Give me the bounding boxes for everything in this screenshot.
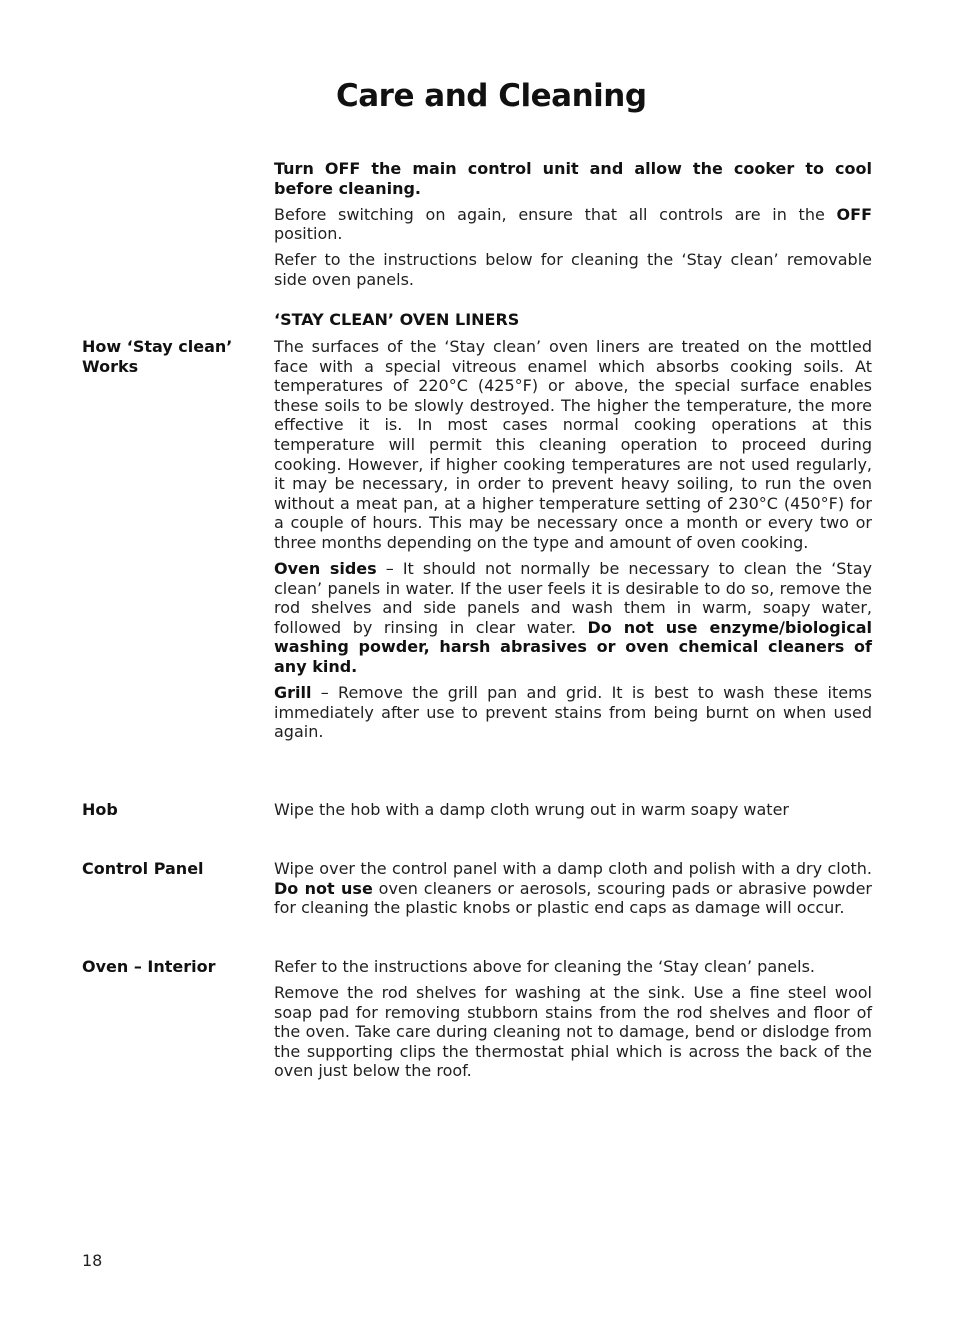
stay-clean-section bbox=[274, 337, 872, 748]
page-title: Care and Cleaning bbox=[336, 78, 647, 114]
oven-interior-label: Oven – Interior bbox=[82, 957, 216, 976]
grill-paragraph bbox=[274, 683, 872, 742]
hob-text: Wipe the hob with a damp cloth wrung out in warm soapy water bbox=[274, 800, 789, 819]
stay-clean-description: The surfaces of the ‘Stay clean’ oven liners are treated on the mottled face with a special vitreous enamel which absorbs cooking soils. At temperatures of 220°C (425°F) or above, the special surface enables these soils to be slowly destroyed. The higher the temperature, the more effective it is. In most cases normal cooking operations at this temperature will permit this cleaning operation to proceed during cooking. However, if higher cooking temperatures are not used regularly, it may be necessary, in order to prevent heavy soiling, to run the oven without a meat pan, at a higher temperature setting of 230°C (450°F) for a couple of hours. This may be necessary once a month or every two or three months depending on the type and amount of oven cooking. bbox=[274, 337, 872, 552]
stay-clean-label: How ‘Stay clean’ Works bbox=[82, 337, 233, 376]
oven-sides-paragraph bbox=[274, 559, 872, 677]
intro-section bbox=[274, 159, 872, 296]
oven-interior-instructions: Remove the rod shelves for washing at the sink. Use a fine steel wool soap pad for removing stubborn stains from the rod shelves and floor of the oven. Take care during cleaning not to damage, bend or dislodge from the supporting clips the thermostat phial which is across the back of the oven just below the roof. bbox=[274, 983, 872, 1081]
oven-sides-warning: Do not use enzyme/biological washing powder, harsh abrasives or oven chemical cleaners of any kind. bbox=[274, 617, 873, 676]
hob-section bbox=[274, 800, 872, 826]
hob-label: Hob bbox=[82, 800, 118, 819]
intro-p2-end: position. bbox=[274, 224, 343, 244]
oven-sides-text: – It should not normally be necessary to clean the ‘Stay clean’ panels in water. If the user feels it is desirable to do so, remove the rod shelves and side panels and wash them in warm, soapy water, followed by rinsing in clear water. bbox=[274, 559, 872, 637]
grill-term: Grill bbox=[274, 683, 312, 703]
intro-warning: Turn OFF the main control unit and allow the cooker to cool before cleaning. bbox=[274, 159, 872, 198]
page-number: 18 bbox=[82, 1251, 103, 1270]
control-panel-text: Wipe over the control panel with a damp cloth and polish with a dry cloth. bbox=[274, 859, 872, 878]
intro-refer-paragraph: Refer to the instructions below for cleaning the ‘Stay clean’ removable side oven panels. bbox=[274, 250, 872, 289]
grill-text: – Remove the grill pan and grid. It is best to wash these items immediately after use to prevent stains from being burnt on when used again. bbox=[274, 683, 872, 742]
oven-interior-refer: Refer to the instructions above for cleaning the ‘Stay clean’ panels. bbox=[274, 957, 815, 976]
stay-clean-heading: ‘STAY CLEAN’ OVEN LINERS bbox=[274, 310, 520, 329]
control-panel-text-end: oven cleaners or aerosols, scouring pads or abrasive powder for cleaning the plastic knobs or plastic end caps as damage will occur. bbox=[274, 878, 872, 918]
control-panel-warning: Do not use bbox=[274, 878, 373, 898]
control-panel-paragraph bbox=[274, 859, 872, 918]
intro-off-keyword: OFF bbox=[836, 204, 872, 224]
control-panel-label: Control Panel bbox=[82, 859, 204, 878]
oven-interior-section bbox=[274, 957, 872, 1088]
intro-p2-text: Before switching on again, ensure that all controls are in the bbox=[274, 204, 837, 224]
oven-sides-term: Oven sides bbox=[274, 559, 377, 579]
control-panel-section bbox=[274, 859, 872, 924]
intro-controls-paragraph bbox=[274, 205, 872, 244]
